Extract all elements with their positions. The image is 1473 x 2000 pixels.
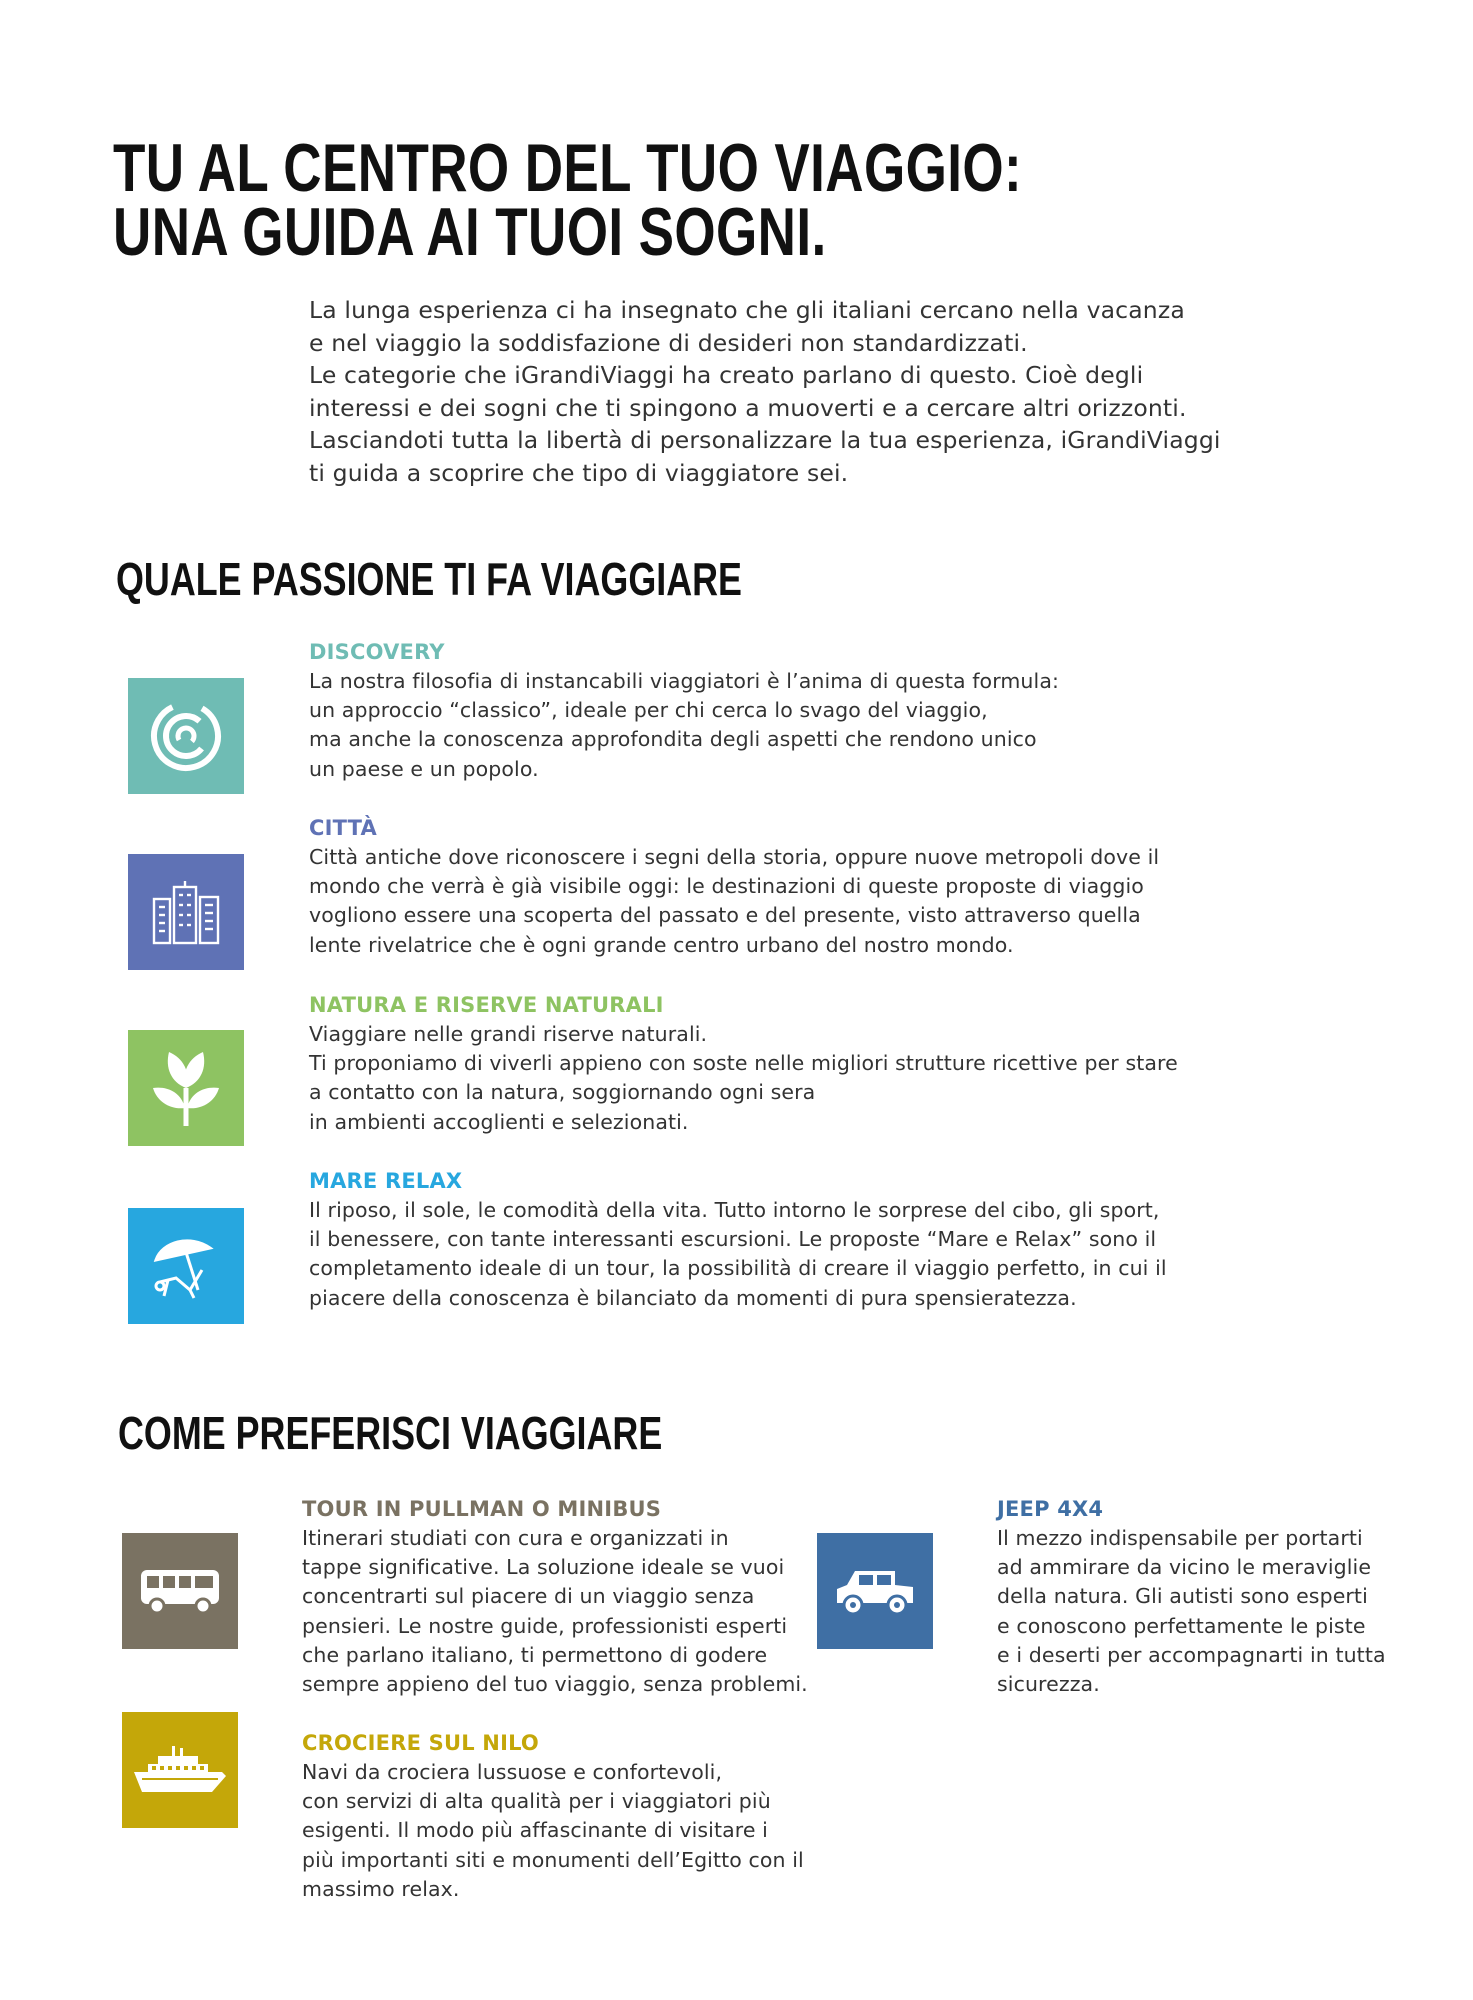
nature-icon-tile	[128, 1030, 244, 1146]
discovery-icon-tile	[128, 678, 244, 794]
intro-paragraph	[309, 294, 1221, 489]
description-line: in ambienti accoglienti e selezionati.	[309, 1109, 689, 1134]
travel-title: CROCIERE SUL NILO	[302, 1731, 539, 1755]
description-line: a contatto con la natura, soggiornando ogni sera	[309, 1080, 816, 1105]
beach-umbrella-icon	[148, 1230, 224, 1302]
description-line: Itinerari studiati con cura e organizzati in	[302, 1526, 729, 1550]
cruise-icon-tile	[122, 1712, 238, 1828]
category-description	[309, 1020, 1178, 1137]
category-title: MARE RELAX	[309, 1169, 463, 1193]
description-line: un paese e un popolo.	[309, 756, 539, 781]
description-line: che parlano italiano, ti permettono di godere	[302, 1642, 768, 1667]
category-description	[309, 667, 1059, 784]
description-line: un approccio “classico”, ideale per chi cerca lo svago del viaggio,	[309, 698, 988, 723]
description-line: della natura. Gli autisti sono esperti	[997, 1584, 1368, 1609]
description-line: più importanti siti e monumenti dell’Egitto con il	[302, 1847, 804, 1872]
description-line: La nostra filosofia di instancabili viaggiatori è l’anima di questa formula:	[309, 669, 1059, 693]
category-title: CITTÀ	[309, 816, 377, 840]
description-line: Il mezzo indispensabile per portarti	[997, 1526, 1363, 1550]
travel-pullman	[302, 1495, 808, 1699]
description-line: piacere della conoscenza è bilanciato da momenti di pura spensieratezza.	[309, 1285, 1077, 1310]
intro-line: Lasciandoti tutta la libertà di personalizzare la tua esperienza, iGrandiViaggi	[309, 426, 1221, 454]
passion-heading: QUALE PASSIONE TI FA VIAGGIARE	[116, 553, 742, 605]
intro-line: e nel viaggio la soddisfazione di desideri non standardizzati.	[309, 328, 1028, 357]
travel-heading: COME PREFERISCI VIAGGIARE	[118, 1407, 663, 1459]
discovery-spiral-icon	[148, 698, 224, 774]
city-buildings-icon	[150, 879, 222, 945]
travel-description	[997, 1524, 1386, 1699]
description-line: completamento ideale di un tour, la possibilità di creare il viaggio perfetto, in cui il	[309, 1256, 1167, 1281]
description-line: mondo che verrà è già visibile oggi: le destinazioni di queste proposte di viaggio	[309, 874, 1144, 899]
description-line: Il riposo, il sole, le comodità della vita. Tutto intorno le sorprese del cibo, gli sport,	[309, 1198, 1160, 1222]
description-line: concentrarti sul piacere di un viaggio senza	[302, 1584, 755, 1609]
description-line: Navi da crociera lussuose e confortevoli,	[302, 1760, 723, 1784]
description-line: Città antiche dove riconoscere i segni della storia, oppure nuove metropoli dove il	[309, 845, 1160, 869]
jeep-icon	[833, 1565, 917, 1617]
description-line: Ti proponiamo di viverli appieno con soste nelle migliori strutture ricettive per stare	[309, 1051, 1178, 1076]
intro-line: La lunga esperienza ci ha insegnato che gli italiani cercano nella vacanza	[309, 296, 1185, 324]
description-line: sempre appieno del tuo viaggio, senza problemi.	[302, 1672, 808, 1697]
city-icon-tile	[128, 854, 244, 970]
category-title: NATURA E RISERVE NATURALI	[309, 993, 664, 1017]
description-line: e i deserti per accompagnarti in tutta	[997, 1642, 1386, 1667]
page-title-line-1: TU AL CENTRO DEL TUO VIAGGIO:	[113, 130, 1023, 206]
description-line: vogliono essere una scoperta del passato e del presente, visto attraverso quella	[309, 903, 1141, 928]
travel-description	[302, 1524, 808, 1699]
description-line: esigenti. Il modo più affascinante di visitare i	[302, 1818, 768, 1843]
description-line: ad ammirare da vicino le meraviglie	[997, 1555, 1372, 1580]
travel-title: JEEP 4X4	[997, 1497, 1104, 1521]
description-line: tappe significative. La soluzione ideale se vuoi	[302, 1555, 785, 1580]
description-line: sicurezza.	[997, 1672, 1100, 1697]
category-citta	[309, 814, 1159, 960]
intro-line: Le categorie che iGrandiViaggi ha creato parlano di questo. Cioè degli	[309, 361, 1144, 389]
bus-icon-tile	[122, 1533, 238, 1649]
category-natura	[309, 991, 1178, 1137]
description-line: pensieri. Le nostre guide, professionisti esperti	[302, 1613, 788, 1638]
description-line: lente rivelatrice che è ogni grande centro urbano del nostro mondo.	[309, 932, 1014, 957]
travel-title: TOUR IN PULLMAN O MINIBUS	[302, 1497, 662, 1521]
sea-relax-icon-tile	[128, 1208, 244, 1324]
category-mare-relax	[309, 1167, 1167, 1313]
jeep-icon-tile	[817, 1533, 933, 1649]
bus-icon	[139, 1568, 221, 1614]
cruise-ship-icon	[132, 1744, 228, 1796]
description-line: e conoscono perfettamente le piste	[997, 1613, 1366, 1638]
page-title-line-2: UNA GUIDA AI TUOI SOGNI.	[113, 194, 827, 270]
category-title: DISCOVERY	[309, 640, 445, 664]
description-line: massimo relax.	[302, 1876, 460, 1901]
category-description	[309, 1196, 1167, 1313]
description-line: il benessere, con tante interessanti escursioni. Le proposte “Mare e Relax” sono il	[309, 1227, 1157, 1252]
description-line: Viaggiare nelle grandi riserve naturali.	[309, 1022, 708, 1046]
description-line: con servizi di alta qualità per i viaggiatori più	[302, 1789, 771, 1814]
travel-crociere	[302, 1729, 804, 1904]
plant-leaves-icon	[151, 1048, 221, 1128]
travel-description	[302, 1758, 804, 1904]
intro-line: ti guida a scoprire che tipo di viaggiatore sei.	[309, 458, 849, 487]
description-line: ma anche la conoscenza approfondita degli aspetti che rendono unico	[309, 727, 1037, 752]
intro-line: interessi e dei sogni che ti spingono a muoverti e a cercare altri orizzonti.	[309, 393, 1187, 422]
page-title	[113, 130, 1279, 270]
category-description	[309, 843, 1159, 960]
category-discovery	[309, 638, 1059, 784]
travel-jeep	[997, 1495, 1386, 1699]
